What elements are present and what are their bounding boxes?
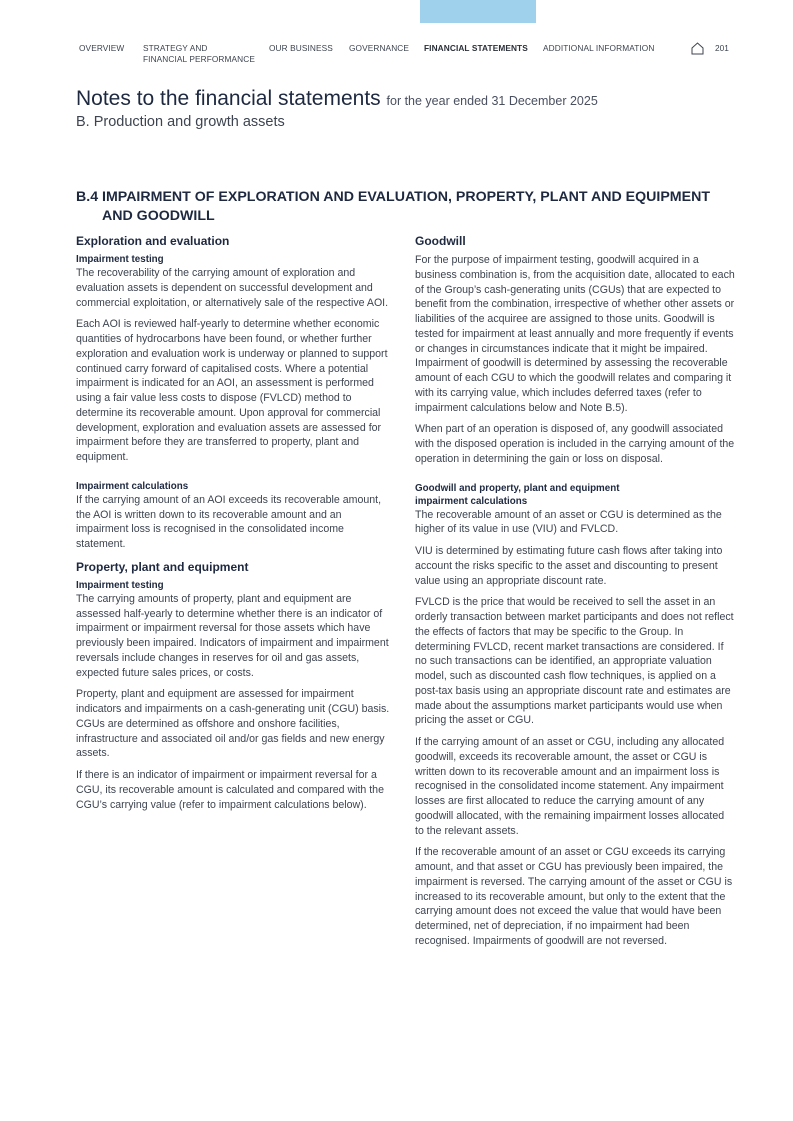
- page-title-main: Notes to the financial statements: [76, 87, 381, 110]
- goodwill-paragraph-1: For the purpose of impairment testing, goodwill acquired in a business combination is, from the acquisition date, allocated to each of the Group’s cash-generating units (CGUs) that are expected to benefit from the combination, irrespective of whether other assets or liabilities of the acquiree are assigned to those units. Goodwill is tested for impairment at least annually and more frequently if events or changes in circumstances indicate that it might be impaired. Impairment of goodwill is determined by assessing the recoverable amount of each CGU to which the goodwill relates and comparing it with its carrying value, which includes deferred taxes (refer to impairment calculations below and Note B.5).: [415, 254, 735, 414]
- home-icon[interactable]: [691, 42, 704, 55]
- nav-financial-statements[interactable]: FINANCIAL STATEMENTS: [424, 43, 528, 53]
- ppe-paragraph-2: Property, plant and equipment are assessed for impairment indicators and impairments on a cash-generating unit (CGU) basis. CGUs are determined as offshore and onshore facilities, infrastructure and associated oil and/or gas fields and new energy assets.: [76, 688, 390, 760]
- ppe-heading: Property, plant and equipment: [76, 559, 249, 574]
- page-number: 201: [715, 43, 729, 53]
- calc-heading-line1: Goodwill and property, plant and equipment: [415, 482, 620, 494]
- nav-additional-information[interactable]: ADDITIONAL INFORMATION: [543, 43, 655, 53]
- nav-overview[interactable]: OVERVIEW: [79, 43, 125, 53]
- nav-strategy-line1: STRATEGY AND: [143, 43, 208, 53]
- nav-strategy-line2: FINANCIAL PERFORMANCE: [143, 54, 255, 64]
- calc-heading-line2: impairment calculations: [415, 495, 528, 507]
- calc-paragraph-3: FVLCD is the price that would be received to sell the asset in an orderly transaction between market participants and does not reflect the effects of factors that may be specific to the Group. In determining FVLCD, recent market transactions are considered. If no such transactions can be identified, an appropriate valuation model, such as discounted cash flow techniques, is applied on a post-tax basis using an appropriate discount rate and estimates are made about the assumptions market participants would use when pricing the asset or CGU.: [415, 596, 734, 727]
- section-heading-line1: B.4 IMPAIRMENT OF EXPLORATION AND EVALUATION, PROPERTY, PLANT AND EQUIPMENT: [76, 189, 710, 205]
- page-title-period: for the year ended 31 December 2025: [386, 94, 598, 108]
- goodwill-paragraph-2: When part of an operation is disposed of, any goodwill associated with the disposed operation is included in the carrying amount of the operation in determining the gain or loss on disposal.: [415, 423, 735, 465]
- goodwill-heading: Goodwill: [415, 234, 466, 248]
- ppe-testing-heading: Impairment testing: [76, 579, 164, 591]
- ee-testing-heading: Impairment testing: [76, 254, 164, 265]
- calc-paragraph-2: VIU is determined by estimating future cash flows after taking into account the risks specific to the asset and discounting to present value using an appropriate discount rate.: [415, 545, 723, 587]
- nav-strategy[interactable]: [143, 43, 255, 65]
- ee-paragraph-1: The recoverability of the carrying amount of exploration and evaluation assets is dependent on successful development and commercial exploitation, or alternatively sale of the respective AOI.: [76, 267, 389, 309]
- page-subtitle: B. Production and growth assets: [76, 114, 285, 130]
- ee-paragraph-3: If the carrying amount of an AOI exceeds its recoverable amount, the AOI is written down to its recoverable amount and an impairment loss is recognised in the consolidated income statement.: [76, 493, 382, 550]
- right-column: [415, 234, 735, 956]
- left-column: [76, 234, 394, 819]
- ee-heading: Exploration and evaluation: [76, 234, 230, 248]
- page-title: [76, 87, 598, 111]
- ppe-paragraph-3: If there is an indicator of impairment or impairment reversal for a CGU, its recoverable amount is calculated and compared with the CGU’s carrying value (refer to impairment calculations below).: [76, 769, 384, 811]
- section-tab-marker: [420, 0, 536, 23]
- calc-paragraph-1: The recoverable amount of an asset or CGU is determined as the higher of its value in use (VIU) and FVLCD.: [415, 508, 722, 536]
- top-navigation: [0, 43, 793, 71]
- calc-paragraph-4: If the carrying amount of an asset or CGU, including any allocated goodwill, exceeds its recoverable amount, the asset or CGU is written down to its recoverable amount and an impairment loss is recognised in the consolidated income statement. Any impairment losses are first allocated to reduce the carrying amount of any goodwill allocated, with the remaining impairment losses allocated to the relevant assets.: [415, 736, 725, 837]
- ee-calc-heading: Impairment calculations: [76, 480, 189, 492]
- ee-paragraph-2: Each AOI is reviewed half-yearly to determine whether economic quantities of hydrocarbons have been found, or whether further exploration and evaluation work is underway or planned to support continued carry forward of capitalised costs. Where a potential impairment is indicated for an AOI, an assessment is performed using a fair value less costs to dispose (FVLCD) method to determine its recoverable amount. Upon approval for commercial development, exploration and evaluation assets are assessed for impairment before they are transferred to property, plant and equipment.: [76, 318, 388, 463]
- calc-paragraph-5: If the recoverable amount of an asset or CGU exceeds its carrying amount, and that asset or CGU has previously been impaired, the impairment is reversed. The carrying amount of the asset or CGU is increased to its recoverable amount, but only to the extent that the carrying amount does not exceed the value that would have been determined, net of depreciation, if no impairment had been recognised. Impairments of goodwill are not reversed.: [415, 846, 733, 947]
- section-heading-line2: AND GOODWILL: [102, 208, 215, 224]
- section-heading: [76, 188, 736, 226]
- ppe-paragraph-1: The carrying amounts of property, plant and equipment are assessed half-yearly to determine whether there is an indicator of impairment or impairment reversal for those assets which have previously been impaired. Indicators of impairment and impairment reversals include changes in reserves for oil and gas assets, expected future sales prices, or costs.: [76, 592, 389, 679]
- nav-our-business[interactable]: OUR BUSINESS: [269, 43, 333, 53]
- calc-heading: [415, 482, 735, 508]
- nav-governance[interactable]: GOVERNANCE: [349, 43, 410, 53]
